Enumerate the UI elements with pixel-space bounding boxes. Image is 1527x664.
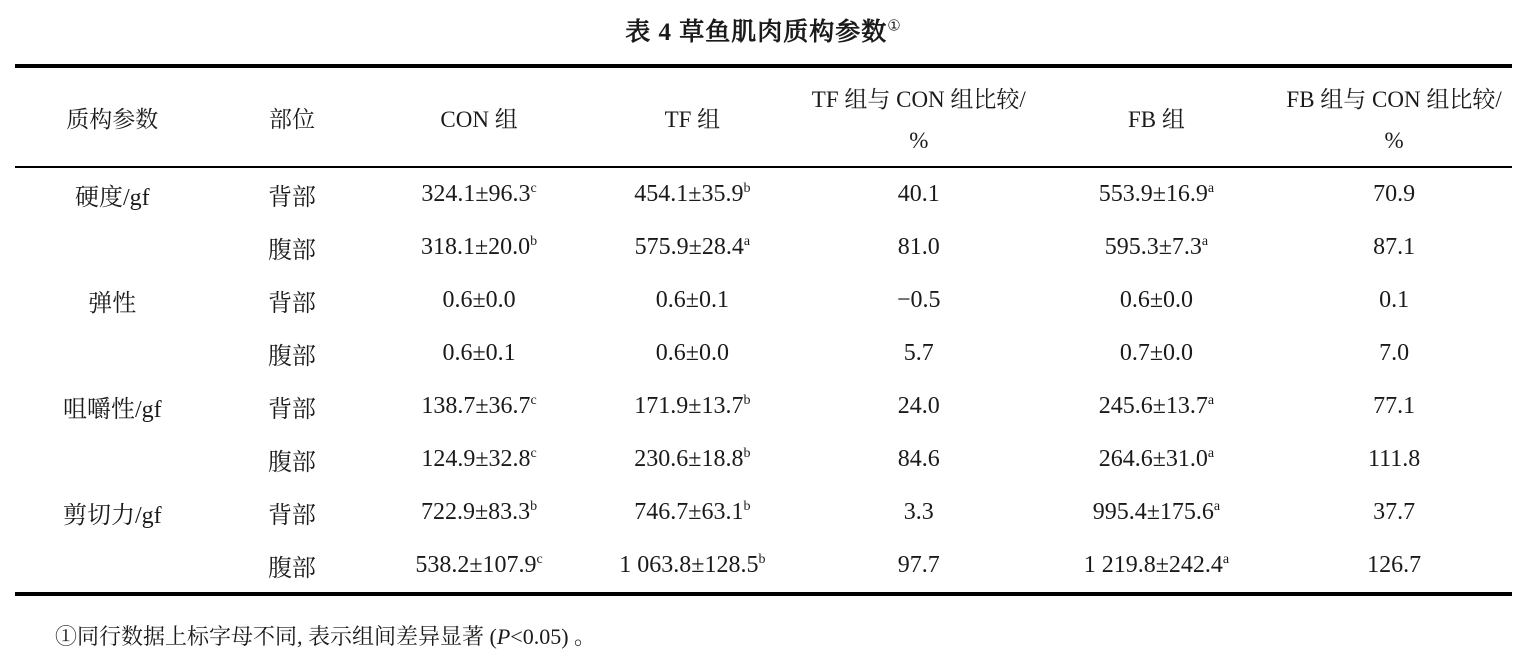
cell-fb bbox=[1037, 433, 1277, 486]
significance-letter: a bbox=[1201, 234, 1209, 249]
footnote-text-post: <0.05) 。 bbox=[510, 624, 597, 649]
cell-param bbox=[15, 486, 210, 539]
table-row bbox=[15, 167, 1512, 221]
cell-fb-vs-con bbox=[1276, 433, 1512, 486]
cell-fb-vs-con bbox=[1276, 167, 1512, 221]
cell-tf-value: 230.6±18.8 bbox=[634, 446, 744, 472]
significance-letter: c bbox=[530, 393, 537, 408]
significance-letter: b bbox=[530, 499, 538, 514]
cell-con-value: 318.1±20.0 bbox=[420, 234, 531, 260]
cell-fb-vs-con-value: 37.7 bbox=[1373, 499, 1416, 525]
cell-tf-vs-con-value: 97.7 bbox=[897, 552, 940, 578]
cell-part bbox=[210, 274, 375, 327]
table-row bbox=[15, 539, 1512, 594]
cell-fb-value: 1 219.8±242.4 bbox=[1083, 552, 1223, 578]
cell-tf bbox=[584, 539, 801, 594]
cell-tf-vs-con bbox=[801, 221, 1037, 274]
cell-param-value: 弹性 bbox=[88, 291, 137, 317]
cell-con bbox=[374, 433, 584, 486]
significance-letter: a bbox=[1207, 446, 1215, 461]
cell-fb-vs-con-value: 126.7 bbox=[1367, 552, 1422, 578]
cell-fb-value: 0.7±0.0 bbox=[1119, 340, 1194, 366]
cell-tf-vs-con-value: 24.0 bbox=[897, 393, 940, 419]
texture-parameters-table bbox=[15, 64, 1512, 596]
cell-fb bbox=[1037, 167, 1277, 221]
cell-tf-vs-con-value: −0.5 bbox=[897, 287, 941, 313]
cell-tf-value: 575.9±28.4 bbox=[634, 234, 744, 260]
cell-part bbox=[210, 380, 375, 433]
col-header-tf-vs-con: TF 组与 CON 组比较/ % bbox=[801, 66, 1037, 167]
cell-tf-value: 1 063.8±128.5 bbox=[619, 552, 759, 578]
cell-tf-vs-con bbox=[801, 433, 1037, 486]
cell-fb-value: 595.3±7.3 bbox=[1104, 234, 1202, 260]
cell-fb-vs-con bbox=[1276, 327, 1512, 380]
cell-tf-vs-con-value: 5.7 bbox=[903, 340, 934, 366]
cell-tf-value: 0.6±0.1 bbox=[655, 287, 729, 313]
table-row bbox=[15, 327, 1512, 380]
cell-tf bbox=[584, 274, 801, 327]
cell-part-value: 腹部 bbox=[267, 450, 316, 476]
cell-param-value: 剪切力/gf bbox=[62, 503, 162, 529]
cell-fb-vs-con bbox=[1276, 380, 1512, 433]
cell-tf-vs-con-value: 40.1 bbox=[897, 181, 940, 207]
significance-letter: a bbox=[743, 234, 751, 249]
cell-part-value: 背部 bbox=[267, 185, 316, 211]
cell-part bbox=[210, 486, 375, 539]
cell-fb-vs-con-value: 70.9 bbox=[1373, 181, 1416, 207]
cell-fb-vs-con bbox=[1276, 486, 1512, 539]
significance-letter: c bbox=[530, 446, 537, 461]
cell-con bbox=[374, 274, 584, 327]
cell-fb-vs-con-value: 7.0 bbox=[1379, 340, 1410, 366]
table-title-text: 表 4 草鱼肌肉质构参数 bbox=[625, 19, 888, 46]
cell-tf bbox=[584, 221, 801, 274]
cell-fb bbox=[1037, 274, 1277, 327]
cell-fb-vs-con-value: 111.8 bbox=[1367, 446, 1421, 472]
cell-param bbox=[15, 274, 210, 327]
significance-letter: a bbox=[1207, 181, 1215, 196]
cell-fb-value: 264.6±31.0 bbox=[1098, 446, 1208, 472]
cell-tf-vs-con bbox=[801, 167, 1037, 221]
table-title bbox=[0, 0, 1527, 48]
significance-letter: b bbox=[743, 181, 751, 196]
cell-fb-value: 553.9±16.9 bbox=[1098, 181, 1208, 207]
table-row bbox=[15, 380, 1512, 433]
cell-tf-value: 171.9±13.7 bbox=[634, 393, 744, 419]
col-header-part: 部位 bbox=[210, 66, 375, 167]
cell-part bbox=[210, 539, 375, 594]
cell-tf-vs-con bbox=[801, 274, 1037, 327]
table-title-footnote-marker: ① bbox=[887, 18, 902, 35]
cell-fb-vs-con bbox=[1276, 274, 1512, 327]
cell-fb-vs-con bbox=[1276, 221, 1512, 274]
cell-fb bbox=[1037, 327, 1277, 380]
cell-fb bbox=[1037, 539, 1277, 594]
cell-fb-value: 0.6±0.0 bbox=[1119, 287, 1194, 313]
cell-con bbox=[374, 327, 584, 380]
cell-part-value: 腹部 bbox=[267, 556, 316, 582]
cell-con-value: 0.6±0.0 bbox=[442, 287, 516, 313]
cell-part-value: 背部 bbox=[267, 397, 316, 423]
cell-fb-vs-con-value: 77.1 bbox=[1373, 393, 1416, 419]
cell-tf-vs-con bbox=[801, 327, 1037, 380]
cell-part bbox=[210, 433, 375, 486]
table-row bbox=[15, 274, 1512, 327]
cell-fb bbox=[1037, 221, 1277, 274]
cell-con-value: 138.7±36.7 bbox=[421, 393, 531, 419]
cell-param bbox=[15, 327, 210, 380]
cell-con bbox=[374, 221, 584, 274]
cell-fb-vs-con bbox=[1276, 539, 1512, 594]
cell-tf-vs-con bbox=[801, 539, 1037, 594]
cell-param bbox=[15, 167, 210, 221]
cell-con-value: 124.9±32.8 bbox=[421, 446, 531, 472]
cell-tf-vs-con bbox=[801, 486, 1037, 539]
cell-con-value: 538.2±107.9 bbox=[415, 552, 537, 578]
cell-param bbox=[15, 221, 210, 274]
cell-tf-value: 0.6±0.0 bbox=[655, 340, 729, 366]
col-header-param: 质构参数 bbox=[15, 66, 210, 167]
table-body bbox=[15, 167, 1512, 594]
cell-tf-vs-con-value: 84.6 bbox=[897, 446, 940, 472]
cell-fb-value: 995.4±175.6 bbox=[1092, 499, 1214, 525]
significance-letter: b bbox=[743, 446, 751, 461]
significance-letter: c bbox=[530, 181, 537, 196]
table-row bbox=[15, 486, 1512, 539]
cell-con-value: 0.6±0.1 bbox=[442, 340, 516, 366]
cell-tf-vs-con-value: 3.3 bbox=[903, 499, 934, 525]
cell-fb bbox=[1037, 380, 1277, 433]
cell-con bbox=[374, 167, 584, 221]
cell-part-value: 背部 bbox=[267, 291, 316, 317]
cell-fb-value: 245.6±13.7 bbox=[1098, 393, 1208, 419]
cell-tf-value: 746.7±63.1 bbox=[634, 499, 744, 525]
col-header-fb: FB 组 bbox=[1037, 66, 1277, 167]
cell-con-value: 722.9±83.3 bbox=[420, 499, 531, 525]
significance-letter: a bbox=[1207, 393, 1215, 408]
cell-param-value: 咀嚼性/gf bbox=[62, 397, 162, 423]
cell-tf-vs-con bbox=[801, 380, 1037, 433]
cell-part-value: 腹部 bbox=[267, 238, 316, 264]
cell-part-value: 背部 bbox=[267, 503, 316, 529]
cell-con bbox=[374, 539, 584, 594]
cell-tf bbox=[584, 433, 801, 486]
significance-letter: b bbox=[758, 552, 766, 567]
cell-tf bbox=[584, 167, 801, 221]
cell-con-value: 324.1±96.3 bbox=[421, 181, 531, 207]
footnote-p-symbol: P bbox=[496, 624, 511, 649]
cell-tf-vs-con-value: 81.0 bbox=[897, 234, 940, 260]
table-row bbox=[15, 221, 1512, 274]
cell-part-value: 腹部 bbox=[267, 344, 316, 370]
cell-tf bbox=[584, 380, 801, 433]
significance-letter: a bbox=[1213, 499, 1221, 514]
table-footnote bbox=[55, 620, 1527, 651]
col-header-con: CON 组 bbox=[374, 66, 584, 167]
cell-tf bbox=[584, 327, 801, 380]
significance-letter: c bbox=[536, 552, 543, 567]
cell-tf-value: 454.1±35.9 bbox=[634, 181, 744, 207]
footnote-text-pre: ①同行数据上标字母不同, 表示组间差异显著 ( bbox=[55, 624, 497, 649]
cell-param bbox=[15, 433, 210, 486]
cell-fb bbox=[1037, 486, 1277, 539]
cell-part bbox=[210, 221, 375, 274]
significance-letter: b bbox=[743, 393, 751, 408]
significance-letter: a bbox=[1222, 552, 1230, 567]
col-header-fb-vs-con: FB 组与 CON 组比较/ % bbox=[1276, 66, 1512, 167]
cell-fb-vs-con-value: 0.1 bbox=[1379, 287, 1410, 313]
cell-fb-vs-con-value: 87.1 bbox=[1373, 234, 1416, 260]
cell-param bbox=[15, 539, 210, 594]
cell-param bbox=[15, 380, 210, 433]
significance-letter: b bbox=[530, 234, 538, 249]
cell-param-value: 硬度/gf bbox=[74, 185, 150, 211]
cell-con bbox=[374, 486, 584, 539]
table-row bbox=[15, 433, 1512, 486]
header-row bbox=[15, 66, 1512, 167]
cell-part bbox=[210, 167, 375, 221]
cell-part bbox=[210, 327, 375, 380]
cell-tf bbox=[584, 486, 801, 539]
significance-letter: b bbox=[743, 499, 751, 514]
cell-con bbox=[374, 380, 584, 433]
col-header-tf: TF 组 bbox=[584, 66, 801, 167]
